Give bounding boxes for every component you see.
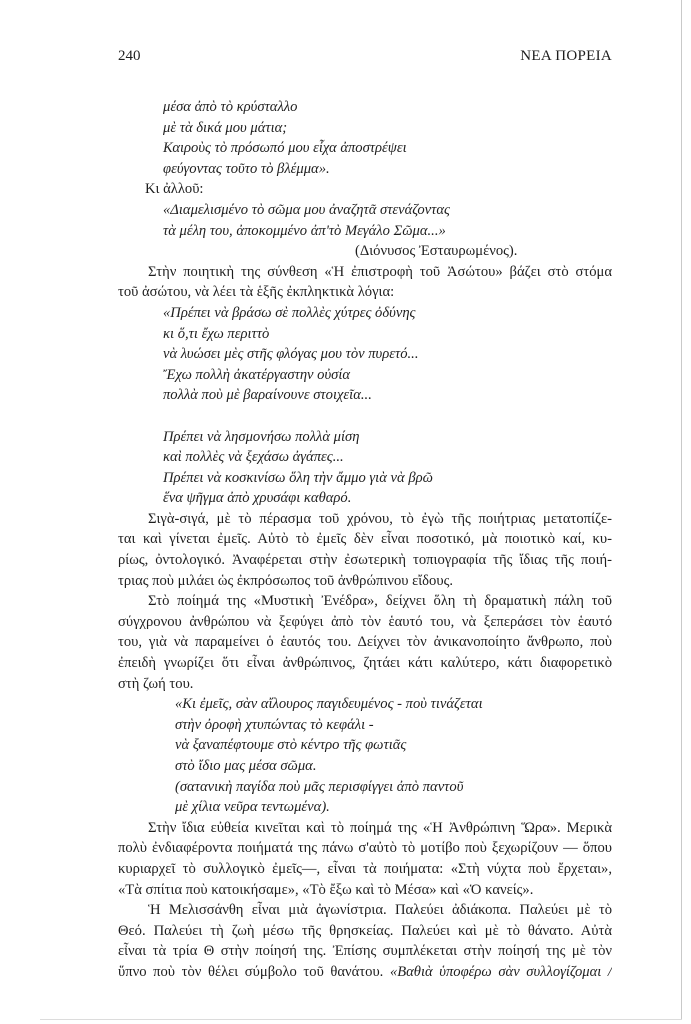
text-line: Πρέπει νὰ λησμονήσω πολλὰ μίση <box>163 428 360 445</box>
text-line <box>118 962 612 983</box>
label <box>118 179 612 200</box>
running-title: ΝΕΑ ΠΟΡΕΙΑ <box>520 48 612 64</box>
paragraph <box>118 818 612 900</box>
text-segment: ὕπνο ποὺ τὸν θέλει σύμβολο τοῦ θανάτου. <box>118 963 390 980</box>
text-line: Πρέπει νὰ κοσκινίσω ὅλη τὴν ἄμμο γιὰ νὰ βρῶ <box>163 469 433 486</box>
verse-quote <box>118 303 612 509</box>
text-line: «Κι ἐμεῖς, σὰν αἴλουρος παγιδευμένος - ποὺ τινάζεται <box>175 696 483 713</box>
text-line: στὸ ἴδιο μας μέσα σῶμα. <box>175 758 317 774</box>
text-line: κι ὅ,τι ἔχω περιττὸ <box>163 325 270 342</box>
page-body <box>118 97 612 983</box>
text-line: νὰ ξαναπέφτουμε στὸ κέντρο τῆς φωτιᾶς <box>175 737 407 754</box>
text-line: «Πρέπει νὰ βράσω σὲ πολλὲς χύτρες ὀδύνης <box>163 304 416 321</box>
text-line: τοῦ ἀσώτου, νὰ λέει τὰ ἑξῆς ἐκπληκτικὰ λόγια: <box>118 284 395 301</box>
text-line: (σατανικὴ παγίδα ποὺ μᾶς περισφίγγει ἀπὸ παντοῦ <box>175 778 464 795</box>
verse-quote <box>118 97 612 179</box>
text-line: Στὴν ἴδια εὐθεία κινεῖται καὶ τὸ ποίημά της «Ἡ Ἀνθρώπινη Ὥρα». Μερικὰ <box>148 819 612 836</box>
text-line: «Διαμελισμένο τὸ σῶμα μου ἀναζητᾶ στενάζοντας <box>163 201 450 218</box>
text-line: Στὸ ποίημά της «Μυστικὴ Ἐνέδρα», δείχνει ὅλη τὴ δραματικὴ πάλη τοῦ <box>148 593 612 610</box>
text-line <box>118 406 612 427</box>
text-line: Σιγὰ-σιγά, μὲ τὸ πέρασμα τοῦ χρόνου, τὸ ἐγὼ τῆς ποιήτριας μετατοπίζε- <box>148 510 612 527</box>
paragraph <box>118 509 612 591</box>
text-line: πολλὰ ποὺ μὲ βαραίνουνε στοιχεῖα... <box>163 387 372 404</box>
text-line: «Τὰ σπίτια ποὺ κατοικήσαμε», «Τὸ ἔξω καὶ τὸ Μέσα» καὶ «Ὁ κανείς». <box>118 881 534 898</box>
text-line: στὴν ὀροφὴ χτυπώντας τὸ κεφάλι - <box>175 716 374 733</box>
text-line: ἕνα ψῆγμα ἀπὸ χρυσάφι καθαρό. <box>163 490 352 507</box>
text-line: νὰ λυώσει μὲς στῆς φλόγας μου τὸν πυρετό... <box>163 346 419 363</box>
text-line: τὰ μέλη του, ἀποκομμένο ἀπ'τὸ Μεγάλο Σῶμα...» <box>163 222 446 239</box>
page-edge-bottom <box>40 1019 682 1020</box>
text-line: του, γιὰ νὰ παραμείνει ὁ ἑαυτός του. Δείχνει τὸν ἀνικανοποίητο ἄνθρωπο, ποὺ <box>118 634 612 651</box>
text-line: στὴ ζωή του. <box>118 675 194 692</box>
text-line: Ἡ Μελισσάνθη εἶναι μιὰ ἀγωνίστρια. Παλεύει ἀδιάκοπα. Παλεύει μὲ τὸ <box>148 902 612 919</box>
quoted-verse-inline: «Βαθιὰ ὑποφέρω σὰν συλλογίζομαι / <box>389 963 612 980</box>
text-line: Στὴν ποιητικὴ της σύνθεση «Ἡ ἐπιστροφὴ τοῦ Ἀσώτου» βάζει στὸ στόμα <box>148 263 612 280</box>
verse-quote <box>118 200 612 241</box>
page-edge-right <box>681 0 682 1020</box>
text-line: ται καὶ γίνεται ἐμεῖς. Αὐτὸ τὸ ἐμεῖς δὲν εἶναι ποσοτικό, μὰ ποιοτικὸ καί, κυ- <box>118 531 612 548</box>
paragraph <box>118 591 612 694</box>
text-line: σύγχρονου ἀνθρώπου νὰ ξεφύγει ἀπὸ τὸν ἑαυτό του, νὰ ξεπεράσει τὸν ἑαυτό <box>118 613 612 630</box>
text-line: καὶ πολλὲς νὰ ξεχάσω ἀγάπες... <box>163 449 344 466</box>
text-line: Κι ἀλλοῦ: <box>145 181 204 198</box>
text-line: Θεό. Παλεύει τὴ ζωὴ μέσω τῆς θρησκείας. Παλεύει καὶ μὲ τὸ θάνατο. Αὐτὰ <box>118 922 612 939</box>
text-line: (Διόνυσος Ἐσταυρωμένος). <box>355 243 518 260</box>
text-line: ρίως, ὀντολογικό. Ἀναφέρεται στὴν ἐσωτερικὴ τοπιογραφία τῆς ἴδιας τῆς ποιή- <box>118 552 612 569</box>
attribution <box>118 241 612 262</box>
text-line: εἶναι τὰ τρία Θ στὴν ποίησή της. Ἐπίσης συμπλέκεται στὴν ποίησή της μὲ τὸν <box>118 943 612 960</box>
text-line: τριας ποὺ μιλάει ὡς ἐκπρόσωπος τοῦ ἀνθρώπινου εἴδους. <box>118 572 453 589</box>
text-line: φεύγοντας τοῦτο τὸ βλέμμα». <box>163 160 330 177</box>
page-number: 240 <box>118 48 141 64</box>
paragraph <box>118 262 612 303</box>
text-line: μὲ τὰ δικά μου μάτια; <box>163 119 288 136</box>
text-line: Ἔχω πολλὴ ἀκατέργαστην οὐσία <box>163 366 351 383</box>
verse-quote <box>118 694 612 818</box>
text-line: πολὺ ἐνδιαφέροντα ποιήματά της πάνω σ'αὐτὸ τὸ μοτίβο ποὺ ξεχωρίζουν — ὅπου <box>118 840 612 857</box>
text-line: μὲ χίλια νεῦρα τεντωμένα). <box>175 799 330 816</box>
text-line: ἐπειδὴ γνωρίζει ὅτι εἶναι ἀνθρώπινος, ζητάει κάτι καλύτερο, κάτι διαφορετικὸ <box>118 655 612 672</box>
text-line: Καιροὺς τὸ πρόσωπό μου εἶχα ἀποστρέψει <box>163 140 407 157</box>
paragraph <box>118 900 612 982</box>
text-line: μέσα ἀπὸ τὸ κρύσταλλο <box>163 99 298 115</box>
text-line: κυριαρχεῖ τὸ συλλογικὸ ἐμεῖς—, εἶναι τὰ ποιήματα: «Στὴ νύχτα ποὺ ἔρχεται», <box>118 860 612 877</box>
